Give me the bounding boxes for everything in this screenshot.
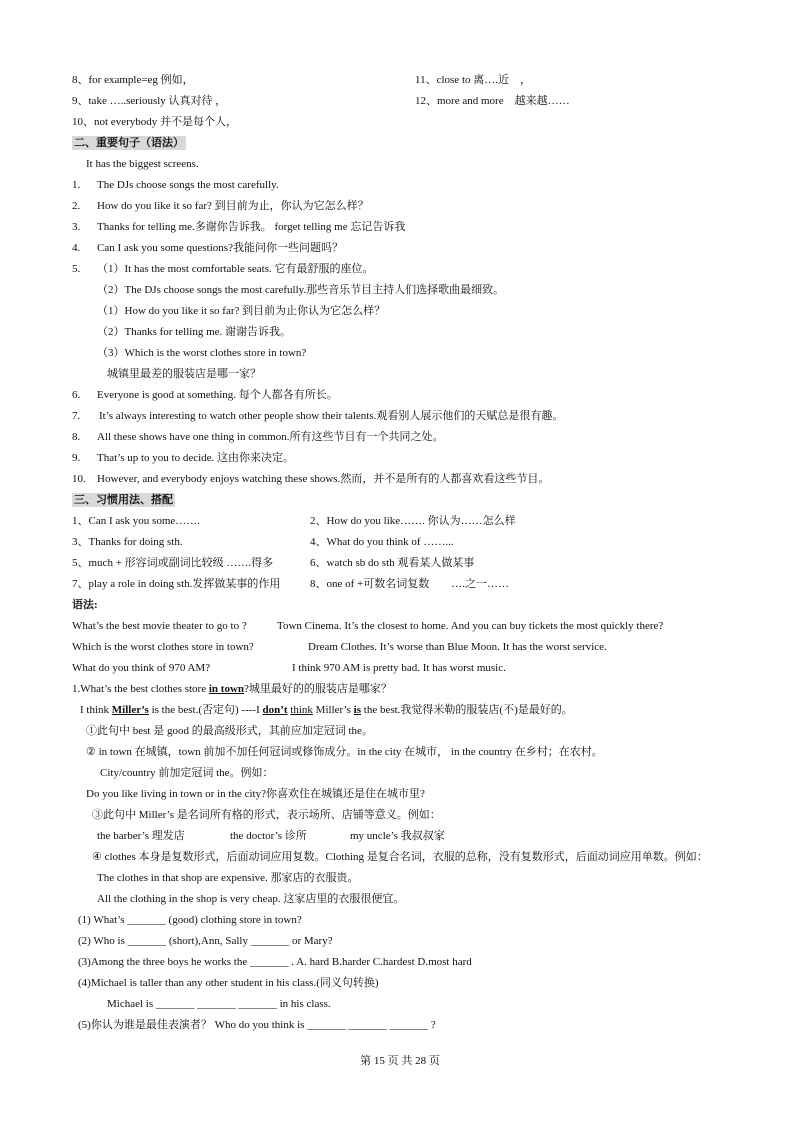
item-number: 9.	[72, 452, 81, 464]
page-footer: 第 15 页 共 28 页	[360, 1055, 440, 1067]
item-number: 10.	[72, 473, 86, 485]
grammar-note: All the clothing in the shop is very cheap. 这家店里的衣服很便宜。	[97, 893, 405, 905]
item-number: 1.	[72, 179, 81, 191]
grammar-answer: Dream Clothes. It’s worse than Blue Moon. It has the worst service.	[308, 641, 607, 653]
sentence-part: the best.我觉得米勒的服装店(不)是最好的。	[361, 704, 573, 716]
exercise-item: Michael is _______ _______ _______ in his class.	[107, 998, 331, 1010]
item-number: 4.	[72, 242, 81, 254]
exercise-item: (1) What’s _______ (good) clothing store in town?	[78, 914, 302, 926]
vocab-item-12: 12、more and more 越来越……	[415, 95, 570, 107]
example-text: ?城里最好的的服装店是哪家？	[244, 683, 392, 695]
sentence-item: However, and everybody enjoys watching these shows.然而，并不是所有的人都喜欢看这些节目。	[97, 473, 550, 485]
grammar-think-sentence	[80, 703, 573, 717]
sentence-item: That’s up to you to decide. 这由你来决定。	[97, 452, 295, 464]
sentence-item: How do you like it so far? 到目前为止，你认为它怎么样？	[97, 200, 369, 212]
grammar-note: City/country 前加定冠词 the。例如：	[100, 767, 274, 779]
usage-item: 7、play a role in doing sth.发挥做某事的作用	[72, 578, 281, 590]
grammar-note: Do you like living in town or in the city?你喜欢住在城镇还是住在城市里?	[86, 788, 425, 800]
section-heading-usage: 三、习惯用法、搭配	[74, 494, 173, 506]
sentence-item: Everyone is good at something. 每个人都各有所长。	[97, 389, 338, 401]
sentence-subitem: （1）How do you like it so far? 到目前为止你认为它怎么样？	[97, 305, 386, 317]
grammar-note: ①此句中 best 是 good 的最高级形式，其前应加定冠词 the。	[86, 725, 373, 737]
item-number: 2.	[72, 200, 81, 212]
grammar-note: ④ clothes 本身是复数形式，后面动词应用复数。Clothing 是复合名词，衣服的总称，没有复数形式，后面动词应用单数。例如：	[92, 851, 708, 863]
item-number: 7.	[72, 410, 81, 422]
example-text: 1.What’s the best clothes store	[72, 683, 209, 695]
usage-item: 8、one of +可数名词复数 ….之一……	[310, 578, 509, 590]
underlined-word: don’t	[262, 704, 288, 716]
grammar-note: ② in town 在城镇，town 前加不加任何冠词或修饰成分。in the city 在城市， in the country 在乡村；在农村。	[86, 746, 603, 758]
grammar-note: ③此句中 Miller’s 是名词所有格的形式，表示场所、店铺等意义。例如：	[92, 809, 441, 821]
sentence-item: It’s always interesting to watch other people show their talents.观看别人展示他们的天赋总是很有趣。	[99, 410, 564, 422]
underlined-phrase: in town	[208, 683, 245, 695]
usage-item: 2、How do you like……. 你认为……怎么样	[310, 515, 516, 527]
shop-example: the barber’s 理发店	[97, 830, 185, 842]
sentence-subitem: （2）Thanks for telling me. 谢谢告诉我。	[97, 326, 292, 338]
sentence-item: （1）It has the most comfortable seats. 它有最舒服的座位。	[97, 263, 374, 275]
usage-item: 5、much + 形容词或副词比较级 …….得多	[72, 557, 274, 569]
item-number: 8.	[72, 431, 81, 443]
sentence-item: All these shows have one thing in common.所有这些节目有一个共同之处。	[97, 431, 444, 443]
vocab-item-8: 8、for example=eg 例如，	[72, 74, 194, 86]
shop-example: the doctor’s 诊所	[230, 830, 307, 842]
sentence-subitem: （2）The DJs choose songs the most carefully.那些音乐节目主持人们选择歌曲最细致。	[97, 284, 505, 296]
sentence-item: Can I ask you some questions?我能问你一些问题吗？	[97, 242, 343, 254]
grammar-example-1	[72, 682, 392, 696]
grammar-label: 语法:	[72, 599, 98, 611]
vocab-item-9: 9、take …..seriously 认真对待 ，	[72, 95, 227, 107]
usage-item: 3、Thanks for doing sth.	[72, 536, 183, 548]
sentence-item: The DJs choose songs the most carefully.	[97, 179, 279, 191]
grammar-answer: Town Cinema. It’s the closest to home. And you can buy tickets the most quickly there?	[277, 620, 664, 632]
sentence-subitem: （3）Which is the worst clothes store in town?	[97, 347, 307, 359]
usage-item: 6、watch sb do sth 观看某人做某事	[310, 557, 475, 569]
sentence-item: Thanks for telling me.多谢你告诉我。 forget telling me 忘记告诉我	[97, 221, 406, 233]
usage-item: 4、What do you think of ……...	[310, 536, 454, 548]
underlined-word: think	[290, 704, 313, 716]
item-number: 5.	[72, 263, 81, 275]
sentence-part: is the best.(否定句) ----I	[148, 704, 263, 716]
vocab-item-10: 10、not everybody 并不是每个人，	[72, 116, 237, 128]
grammar-note: The clothes in that shop are expensive. 那家店的衣服贵。	[97, 872, 359, 884]
grammar-question: What’s the best movie theater to go to ?	[72, 620, 247, 632]
section-intro: It has the biggest screens.	[86, 158, 199, 170]
grammar-answer: I think 970 AM is pretty bad. It has worst music.	[292, 662, 506, 674]
item-number: 6.	[72, 389, 81, 401]
underlined-word: is	[353, 704, 362, 716]
sentence-subitem: 城镇里最差的服装店是哪一家？	[107, 368, 261, 380]
grammar-question: Which is the worst clothes store in town?	[72, 641, 254, 653]
shop-example: my uncle’s 我叔叔家	[350, 830, 445, 842]
underlined-word: Miller’s	[111, 704, 149, 716]
vocab-item-11: 11、close to 离….近 ，	[415, 74, 531, 86]
exercise-item: (3)Among the three boys he works the _______ . A. hard B.harder C.hardest D.most hard	[78, 956, 472, 968]
exercise-item: (4)Michael is taller than any other student in his class.(同义句转换)	[78, 977, 379, 989]
sentence-part: I think	[80, 704, 112, 716]
exercise-item: (2) Who is _______ (short),Ann, Sally _______ or Mary?	[78, 935, 333, 947]
item-number: 3.	[72, 221, 81, 233]
section-heading-sentences: 二、重要句子（语法）	[74, 137, 184, 149]
grammar-question: What do you think of 970 AM?	[72, 662, 211, 674]
exercise-item: (5)你认为谁是最佳表演者？ Who do you think is _______ _______ _______ ?	[78, 1019, 436, 1031]
usage-item: 1、Can I ask you some…….	[72, 515, 201, 527]
sentence-part: Miller’s	[312, 704, 354, 716]
